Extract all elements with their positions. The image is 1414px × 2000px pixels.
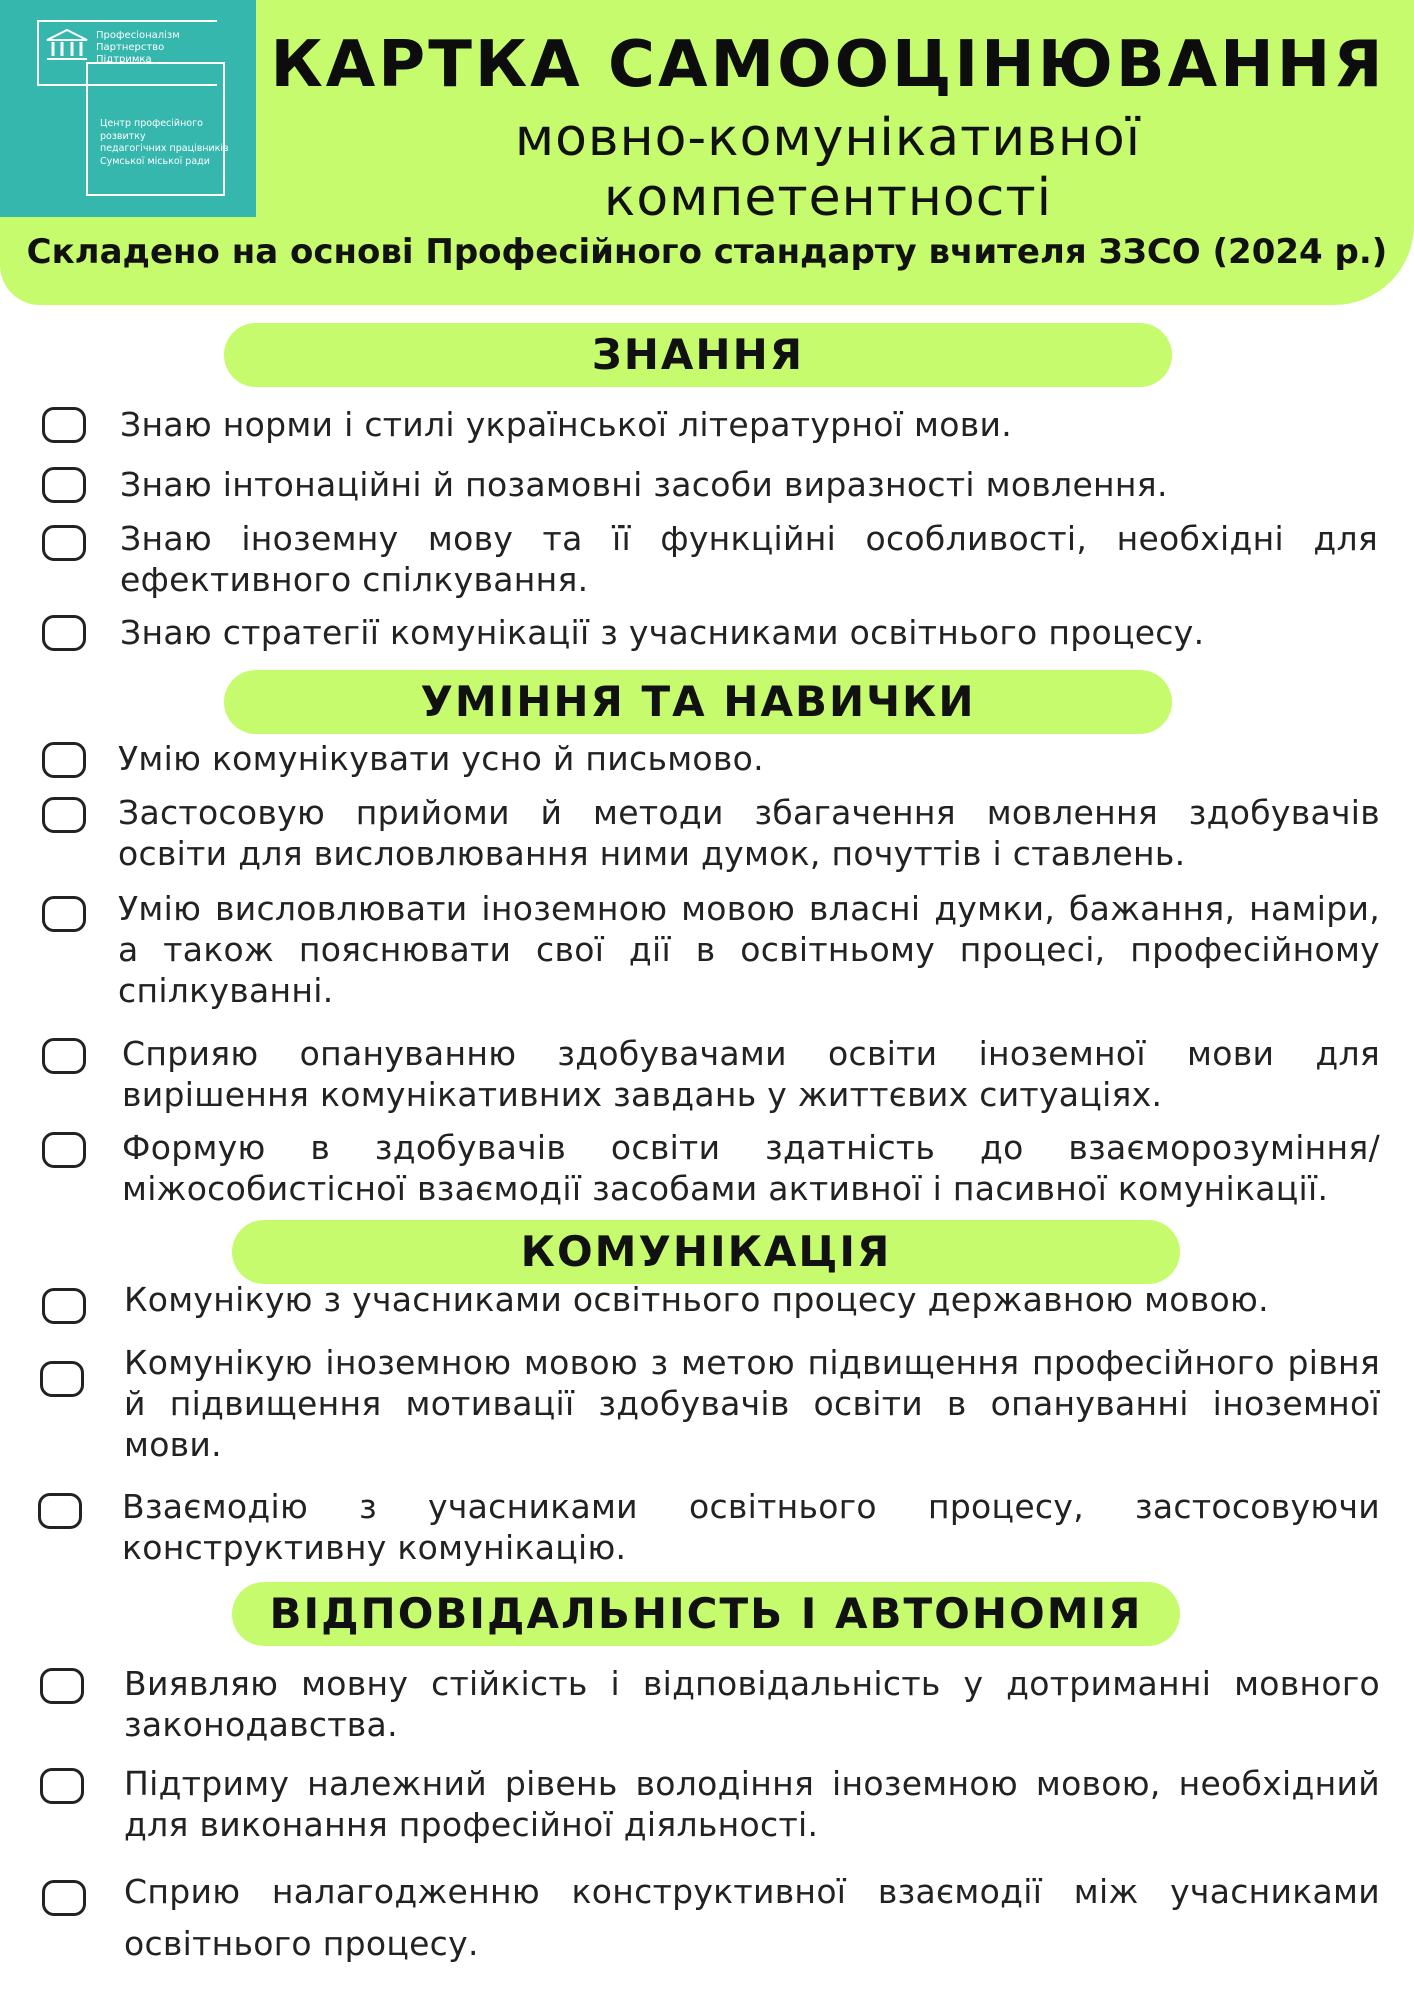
checklist-item-text: Виявляю мовну стійкість і відповідальність у дотриманні мовного законодавства.	[124, 1664, 1380, 1744]
section-heading-knowledge: ЗНАННЯ	[224, 323, 1172, 387]
checkbox[interactable]	[42, 467, 86, 503]
checkbox[interactable]	[42, 407, 86, 443]
logo-center-line: педагогічних працівників	[100, 143, 229, 154]
subtitle-line: мовно-комунікативної	[514, 108, 1142, 168]
checkbox[interactable]	[42, 896, 86, 932]
logo-motto-line: Підтримка	[96, 54, 152, 65]
header-banner	[0, 0, 1414, 305]
subtitle-line: компетентності	[603, 168, 1053, 228]
checkbox[interactable]	[42, 525, 86, 561]
checklist-item-text: Знаю інтонаційні й позамовні засоби виразності мовлення.	[120, 465, 1168, 504]
section-heading-responsibility: ВІДПОВІДАЛЬНІСТЬ І АВТОНОМІЯ	[232, 1582, 1180, 1646]
building-icon	[45, 28, 89, 62]
checkbox[interactable]	[42, 1038, 86, 1074]
checkbox[interactable]	[38, 1493, 82, 1529]
logo-center-name	[100, 118, 250, 168]
center-logo	[0, 0, 256, 217]
checklist-item-text: Підтриму належний рівень володіння іноземною мовою, необхідний для виконання професійної діяльності.	[124, 1764, 1380, 1844]
section-heading-skills: УМІННЯ ТА НАВИЧКИ	[224, 670, 1172, 734]
checkbox[interactable]	[42, 615, 86, 651]
checkbox[interactable]	[42, 1288, 86, 1324]
checklist-item-text: Формую в здобувачів освіти здатність до взаєморозуміння/ міжособистісної взаємодії засобами активної і пасивної комунікації.	[122, 1128, 1380, 1208]
checklist-item-text: Сприю налагодженню конструктивної взаємодії між учасниками освітнього процесу.	[124, 1872, 1380, 1963]
checklist-item-text: Комунікую іноземною мовою з метою підвищення професійного рівня й підвищення мотивації здобувачів освіти в опануванні іноземної мови.	[124, 1343, 1380, 1464]
checkbox[interactable]	[42, 1132, 86, 1168]
checklist-item-text: Умію комунікувати усно й письмово.	[118, 739, 764, 778]
checklist-item-text: Знаю норми і стилі української літературної мови.	[120, 405, 1012, 444]
checklist-item-text: Сприяю опануванню здобувачами освіти іноземної мови для вирішення комунікативних завдань у життєвих ситуаціях.	[122, 1034, 1380, 1114]
checklist-item-text: Знаю стратегії комунікації з учасниками освітнього процесу.	[120, 613, 1205, 652]
checklist-item-text: Комунікую з учасниками освітнього процесу державною мовою.	[124, 1280, 1269, 1319]
logo-motto-line: Професіоналізм	[96, 30, 180, 41]
page-title: КАРТКА САМООЦІНЮВАННЯ	[270, 28, 1386, 102]
checklist-item-text: Умію висловлювати іноземною мовою власні думки, бажання, наміри, а також пояснювати свої дії в освітньому процесі, професійному спілкуванні.	[118, 889, 1380, 1010]
logo-motto	[96, 30, 180, 66]
page-subtitle	[258, 108, 1398, 228]
checkbox[interactable]	[40, 1768, 84, 1804]
logo-center-line: Центр професійного розвитку	[100, 118, 203, 142]
checkbox[interactable]	[40, 1361, 84, 1397]
logo-motto-line: Партнерство	[96, 42, 165, 53]
checklist-item-text: Знаю іноземну мову та її функційні особливості, необхідні для ефективного спілкування.	[120, 519, 1378, 599]
standard-basis-note: Складено на основі Професійного стандарту вчителя ЗЗСО (2024 р.)	[26, 232, 1388, 272]
checkbox[interactable]	[42, 1880, 86, 1916]
checkbox[interactable]	[42, 797, 86, 833]
checkbox[interactable]	[40, 1668, 84, 1704]
section-heading-communication: КОМУНІКАЦІЯ	[232, 1220, 1180, 1284]
checkbox[interactable]	[42, 742, 86, 778]
checklist-item-text: Застосовую прийоми й методи збагачення мовлення здобувачів освіти для висловлювання ними думок, почуттів і ставлень.	[118, 793, 1380, 873]
logo-center-line: Сумської міської ради	[100, 155, 210, 167]
checklist-item-text: Взаємодію з учасниками освітнього процесу, застосовуючи конструктивну комунікацію.	[122, 1487, 1380, 1567]
